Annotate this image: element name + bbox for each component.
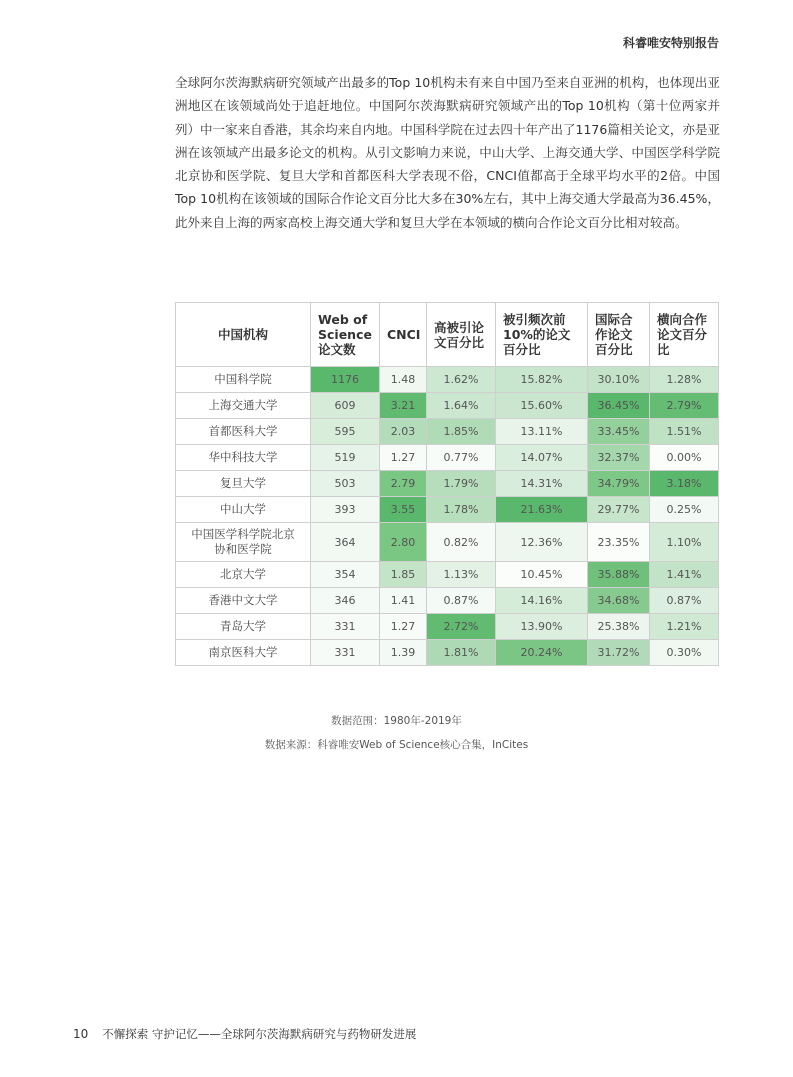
institution-name-cell: 青岛大学 [176,614,311,640]
horiz-cell: 1.28% [650,367,719,393]
cnci-cell: 1.48 [380,367,427,393]
intl-cell: 30.10% [588,367,650,393]
papers-cell: 331 [311,614,380,640]
intl-cell: 34.68% [588,588,650,614]
papers-cell: 354 [311,562,380,588]
cnci-cell: 1.27 [380,445,427,471]
intl-cell: 29.77% [588,497,650,523]
page-footer [73,1026,416,1042]
cnci-cell: 2.79 [380,471,427,497]
institution-name-cell: 中国医学科学院北京协和医学院 [176,523,311,562]
top10-cell: 13.90% [496,614,588,640]
cnci-cell: 1.27 [380,614,427,640]
table-row [176,614,719,640]
top10-cell: 15.60% [496,393,588,419]
institutions-table [175,302,719,666]
table-row [176,497,719,523]
hc-cell: 0.87% [427,588,496,614]
horiz-cell: 0.00% [650,445,719,471]
hc-cell: 1.78% [427,497,496,523]
intl-cell: 31.72% [588,640,650,666]
cnci-cell: 1.85 [380,562,427,588]
hc-cell: 1.13% [427,562,496,588]
table-row [176,523,719,562]
horiz-cell: 0.25% [650,497,719,523]
horiz-cell: 0.30% [650,640,719,666]
intl-cell: 25.38% [588,614,650,640]
horiz-cell: 1.21% [650,614,719,640]
cnci-cell: 3.55 [380,497,427,523]
horiz-cell: 0.87% [650,588,719,614]
top10-cell: 12.36% [496,523,588,562]
papers-cell: 364 [311,523,380,562]
hc-cell: 1.64% [427,393,496,419]
hc-cell: 1.85% [427,419,496,445]
papers-cell: 595 [311,419,380,445]
papers-cell: 519 [311,445,380,471]
institution-name-cell: 北京大学 [176,562,311,588]
header-papers: Web of Science 论文数 [311,303,380,367]
intl-cell: 34.79% [588,471,650,497]
papers-cell: 503 [311,471,380,497]
institution-name-cell: 华中科技大学 [176,445,311,471]
header-cnci: CNCI [380,303,427,367]
institution-name-cell: 南京医科大学 [176,640,311,666]
footer-title: 不懈探索 守护记忆——全球阿尔茨海默病研究与药物研发进展 [102,1027,417,1041]
data-source-note: 数据来源：科睿唯安Web of Science核心合集，InCites [264,739,529,751]
header-institution: 中国机构 [176,303,311,367]
institution-name-cell: 复旦大学 [176,471,311,497]
intl-cell: 32.37% [588,445,650,471]
table-row [176,588,719,614]
table-row [176,367,719,393]
cnci-cell: 1.39 [380,640,427,666]
hc-cell: 0.82% [427,523,496,562]
top10-cell: 20.24% [496,640,588,666]
institution-name-cell: 上海交通大学 [176,393,311,419]
hc-cell: 1.62% [427,367,496,393]
papers-cell: 346 [311,588,380,614]
header-horizontal: 横向合作论文百分比 [650,303,719,367]
papers-cell: 609 [311,393,380,419]
data-range-note: 数据范围：1980年-2019年 [331,715,462,727]
table-row [176,562,719,588]
horiz-cell: 2.79% [650,393,719,419]
papers-cell: 1176 [311,367,380,393]
cnci-cell: 3.21 [380,393,427,419]
top10-cell: 14.16% [496,588,588,614]
institution-name-cell: 中国科学院 [176,367,311,393]
top10-cell: 10.45% [496,562,588,588]
top10-cell: 14.07% [496,445,588,471]
top10-cell: 14.31% [496,471,588,497]
horiz-cell: 3.18% [650,471,719,497]
papers-cell: 393 [311,497,380,523]
cnci-cell: 2.03 [380,419,427,445]
hc-cell: 1.81% [427,640,496,666]
intl-cell: 23.35% [588,523,650,562]
header-top10: 被引频次前10%的论文百分比 [496,303,588,367]
papers-cell: 331 [311,640,380,666]
hc-cell: 2.72% [427,614,496,640]
table-row [176,445,719,471]
body-paragraph-block [175,71,720,234]
intl-cell: 33.45% [588,419,650,445]
top10-cell: 15.82% [496,367,588,393]
horiz-cell: 1.10% [650,523,719,562]
institution-name-cell: 中山大学 [176,497,311,523]
top10-cell: 21.63% [496,497,588,523]
header-international: 国际合作论文百分比 [588,303,650,367]
horiz-cell: 1.51% [650,419,719,445]
intl-cell: 35.88% [588,562,650,588]
table-row [176,393,719,419]
institution-name-cell: 香港中文大学 [176,588,311,614]
table-row [176,471,719,497]
table-body [176,367,719,666]
cnci-cell: 2.80 [380,523,427,562]
header-highly-cited: 高被引论文百分比 [427,303,496,367]
intl-cell: 36.45% [588,393,650,419]
institution-name-cell: 首都医科大学 [176,419,311,445]
table-row [176,419,719,445]
page-number: 10 [73,1027,89,1041]
report-header-label: 科睿唯安特别报告 [622,36,719,50]
table-row [176,640,719,666]
cnci-cell: 1.41 [380,588,427,614]
table-header-row [176,303,719,367]
hc-cell: 0.77% [427,445,496,471]
hc-cell: 1.79% [427,471,496,497]
body-paragraph: 全球阿尔茨海默病研究领域产出最多的Top 10机构未有来自中国乃至来自亚洲的机构，也体现出亚洲地区在该领域尚处于追赶地位。中国阿尔茨海默病研究领域产出的Top 10机构（第十位两家并列）中一家来自香港，其余均来自内地。中国科学院在过去四十年产出了1176篇相关论文，亦是亚洲在该领域产出最多论文的机构。从引文影响力来说，中山大学、上海交通大学、中国医学科学院北京协和医学院、复旦大学和首都医科大学表现不俗，CNCI值都高于全球平均水平的2倍。中国Top 10机构在该领域的国际合作论文百分比大多在30%左右，其中上海交通大学最高为36.45%，此外来自上海的两家高校上海交通大学和复旦大学在本领域的横向合作论文百分比相对较高。 [175,75,720,230]
horiz-cell: 1.41% [650,562,719,588]
top10-cell: 13.11% [496,419,588,445]
